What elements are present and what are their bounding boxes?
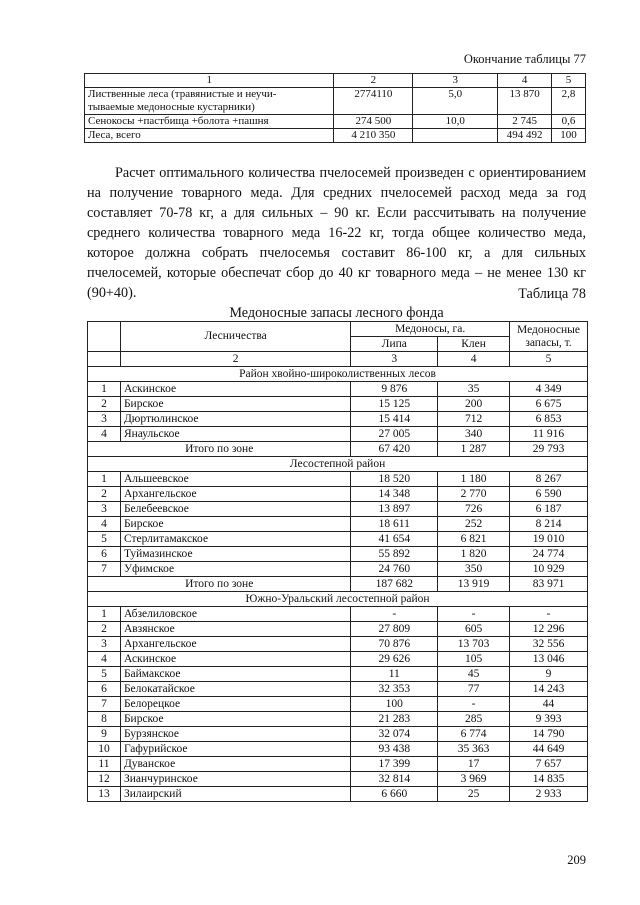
table-row [88, 487, 588, 502]
total-reserve: 83 971 [510, 577, 588, 592]
cell: 494 492 [498, 129, 552, 143]
header-cell: 1 [85, 74, 334, 88]
honey-reserve: 6 590 [510, 487, 588, 502]
table-row [88, 532, 588, 547]
table-row [88, 652, 588, 667]
table-78-body [88, 367, 588, 802]
cell: 4 210 350 [334, 129, 413, 143]
linden-area: 27 005 [351, 427, 438, 442]
cell: 100 [552, 129, 586, 143]
cell [413, 129, 498, 143]
table-78-title: Медоносные запасы лесного фонда [229, 305, 444, 321]
maple-area: 1 180 [438, 472, 510, 487]
linden-area: 11 [351, 667, 438, 682]
table-77-end [84, 73, 586, 143]
row-number: 7 [88, 697, 121, 712]
table-row [85, 115, 586, 129]
linden-area: 70 876 [351, 637, 438, 652]
honey-reserve: 12 296 [510, 622, 588, 637]
forestry-name: Авзянское [120, 622, 350, 637]
maple-area: 340 [438, 427, 510, 442]
header-forestries: Лесничества [120, 322, 350, 352]
table-row [88, 637, 588, 652]
honey-reserve: 14 835 [510, 772, 588, 787]
maple-area: 35 [438, 382, 510, 397]
header-linden: Липа [351, 337, 438, 352]
table-row [88, 727, 588, 742]
honey-reserve: 14 790 [510, 727, 588, 742]
maple-area: 2 770 [438, 487, 510, 502]
table-row [85, 88, 586, 115]
honey-reserve: 2 933 [510, 787, 588, 802]
forestry-name: Абзелиловское [120, 607, 350, 622]
linden-area: 9 876 [351, 382, 438, 397]
total-linden: 187 682 [351, 577, 438, 592]
header-cell: 3 [413, 74, 498, 88]
maple-area: - [438, 607, 510, 622]
forestry-name: Дуванское [120, 757, 350, 772]
maple-area: 712 [438, 412, 510, 427]
table-row [88, 562, 588, 577]
forestry-name: Янаульское [120, 427, 350, 442]
total-row [88, 442, 588, 457]
honey-reserve: 4 349 [510, 382, 588, 397]
table-78 [87, 321, 588, 802]
linden-area: 18 611 [351, 517, 438, 532]
maple-area: 13 703 [438, 637, 510, 652]
row-label: Лиственные леса (травянистые и неучи- тываемые медоносные кустарники) [85, 88, 334, 115]
linden-area: 21 283 [351, 712, 438, 727]
table-row [88, 697, 588, 712]
honey-reserve: 8 267 [510, 472, 588, 487]
forestry-name: Стерлитамакское [120, 532, 350, 547]
maple-area: 726 [438, 502, 510, 517]
row-number: 12 [88, 772, 121, 787]
cell: 2774110 [334, 88, 413, 115]
honey-reserve: 19 010 [510, 532, 588, 547]
maple-area: 77 [438, 682, 510, 697]
header-cell: 4 [438, 352, 510, 367]
linden-area: 6 660 [351, 787, 438, 802]
table-78-number: Таблица 78 [518, 286, 586, 302]
table-row [88, 607, 588, 622]
header-honey-plants: Медоносы, га. [351, 322, 510, 337]
total-label: Итого по зоне [88, 442, 351, 457]
table-row [88, 712, 588, 727]
row-number: 1 [88, 607, 121, 622]
header-cell: 3 [351, 352, 438, 367]
maple-area: - [438, 697, 510, 712]
page-number: 209 [567, 853, 586, 867]
zone-header-row [88, 592, 588, 607]
cell: 10,0 [413, 115, 498, 129]
forestry-name: Бурзянское [120, 727, 350, 742]
honey-reserve: 6 187 [510, 502, 588, 517]
maple-area: 3 969 [438, 772, 510, 787]
linden-area: - [351, 607, 438, 622]
table-row [88, 397, 588, 412]
table-row [88, 667, 588, 682]
zone-title: Район хвойно-широколиственных лесов [88, 367, 588, 382]
row-number: 4 [88, 427, 121, 442]
total-row [88, 577, 588, 592]
forestry-name: Гафурийское [120, 742, 350, 757]
header-cell: 2 [334, 74, 413, 88]
linden-area: 18 520 [351, 472, 438, 487]
table-row [88, 547, 588, 562]
header-cell: 4 [498, 74, 552, 88]
honey-reserve: 6 853 [510, 412, 588, 427]
table-row [88, 772, 588, 787]
header-cell [88, 352, 121, 367]
honey-reserve: 32 556 [510, 637, 588, 652]
maple-area: 35 363 [438, 742, 510, 757]
header-cell [88, 322, 121, 352]
table-77-continuation-caption: Окончание таблицы 77 [463, 52, 586, 66]
zone-header-row [88, 457, 588, 472]
honey-reserve: 10 929 [510, 562, 588, 577]
total-linden: 67 420 [351, 442, 438, 457]
forestry-name: Бирское [120, 712, 350, 727]
honey-reserve: 44 649 [510, 742, 588, 757]
zone-title: Лесостепной район [88, 457, 588, 472]
row-number: 10 [88, 742, 121, 757]
linden-area: 27 809 [351, 622, 438, 637]
table-row [88, 742, 588, 757]
maple-area: 200 [438, 397, 510, 412]
total-maple: 1 287 [438, 442, 510, 457]
table-row [88, 502, 588, 517]
maple-area: 45 [438, 667, 510, 682]
table-row [88, 427, 588, 442]
row-number: 1 [88, 382, 121, 397]
linden-area: 13 897 [351, 502, 438, 517]
row-number: 3 [88, 502, 121, 517]
honey-reserve: 6 675 [510, 397, 588, 412]
row-number: 3 [88, 637, 121, 652]
row-number: 4 [88, 652, 121, 667]
total-reserve: 29 793 [510, 442, 588, 457]
row-number: 6 [88, 547, 121, 562]
maple-area: 25 [438, 787, 510, 802]
forestry-name: Белокатайское [120, 682, 350, 697]
row-number: 3 [88, 412, 121, 427]
row-number: 9 [88, 727, 121, 742]
row-number: 2 [88, 487, 121, 502]
table-header-row [88, 352, 588, 367]
honey-reserve: 9 [510, 667, 588, 682]
linden-area: 55 892 [351, 547, 438, 562]
forestry-name: Бирское [120, 517, 350, 532]
row-label: Сенокосы +пастбища +болота +пашня [85, 115, 334, 129]
maple-area: 252 [438, 517, 510, 532]
row-number: 4 [88, 517, 121, 532]
row-number: 8 [88, 712, 121, 727]
forestry-name: Белорецкое [120, 697, 350, 712]
row-number: 2 [88, 397, 121, 412]
header-cell: 2 [120, 352, 350, 367]
forestry-name: Белебеевское [120, 502, 350, 517]
cell: 13 870 [498, 88, 552, 115]
honey-reserve: 13 046 [510, 652, 588, 667]
table-header-row [88, 322, 588, 337]
linden-area: 32 353 [351, 682, 438, 697]
cell: 5,0 [413, 88, 498, 115]
honey-reserve: 7 657 [510, 757, 588, 772]
zone-header-row [88, 367, 588, 382]
table-row [88, 382, 588, 397]
cell: 274 500 [334, 115, 413, 129]
forestry-name: Бирское [120, 397, 350, 412]
linden-area: 32 814 [351, 772, 438, 787]
honey-reserve: - [510, 607, 588, 622]
linden-area: 15 414 [351, 412, 438, 427]
paragraph-text: Расчет оптимального количества пчелосемей произведен с ориентированием на получение товарного меда. Для средних пчелосемей расход меда за год составляет 70-78 кг, а для сильных – 90 кг. Если рассчитывать на получение среднего количества товарного меда 16-22 кг, тогда общее количество меда, которое должна собрать пчелосемья составит 86-100 кг, а для сильных пчелосемей, которые обеспечат сбор до 40 кг товарного меда – не менее 130 кг (90+40). [87, 165, 586, 301]
table-row [88, 757, 588, 772]
header-cell: 5 [510, 352, 588, 367]
maple-area: 6 821 [438, 532, 510, 547]
cell: 2,8 [552, 88, 586, 115]
row-number: 1 [88, 472, 121, 487]
body-paragraph [87, 163, 586, 303]
table-row [88, 412, 588, 427]
table-header-row [85, 74, 586, 88]
total-label: Итого по зоне [88, 577, 351, 592]
row-number: 13 [88, 787, 121, 802]
row-number: 2 [88, 622, 121, 637]
forestry-name: Уфимское [120, 562, 350, 577]
maple-area: 105 [438, 652, 510, 667]
linden-area: 24 760 [351, 562, 438, 577]
table-row [88, 622, 588, 637]
maple-area: 17 [438, 757, 510, 772]
honey-reserve: 14 243 [510, 682, 588, 697]
forestry-name: Архангельское [120, 637, 350, 652]
table-row [85, 129, 586, 143]
row-number: 7 [88, 562, 121, 577]
maple-area: 1 820 [438, 547, 510, 562]
honey-reserve: 24 774 [510, 547, 588, 562]
header-cell: 5 [552, 74, 586, 88]
honey-reserve: 8 214 [510, 517, 588, 532]
maple-area: 6 774 [438, 727, 510, 742]
table-row [88, 517, 588, 532]
forestry-name: Аскинское [120, 382, 350, 397]
header-maple: Клен [438, 337, 510, 352]
linden-area: 32 074 [351, 727, 438, 742]
header-reserves: Медоносные запасы, т. [510, 322, 588, 352]
cell: 0,6 [552, 115, 586, 129]
row-label: Леса, всего [85, 129, 334, 143]
linden-area: 41 654 [351, 532, 438, 547]
table-row [88, 472, 588, 487]
maple-area: 350 [438, 562, 510, 577]
forestry-name: Аскинское [120, 652, 350, 667]
forestry-name: Архангельское [120, 487, 350, 502]
total-maple: 13 919 [438, 577, 510, 592]
row-number: 5 [88, 667, 121, 682]
linden-area: 14 348 [351, 487, 438, 502]
linden-area: 93 438 [351, 742, 438, 757]
linden-area: 29 626 [351, 652, 438, 667]
row-number: 11 [88, 757, 121, 772]
forestry-name: Зианчуринское [120, 772, 350, 787]
cell: 2 745 [498, 115, 552, 129]
forestry-name: Дюртюлинское [120, 412, 350, 427]
linden-area: 100 [351, 697, 438, 712]
linden-area: 15 125 [351, 397, 438, 412]
table-row [88, 787, 588, 802]
honey-reserve: 44 [510, 697, 588, 712]
forestry-name: Альшеевское [120, 472, 350, 487]
row-number: 5 [88, 532, 121, 547]
zone-title: Южно-Уральский лесостепной район [88, 592, 588, 607]
maple-area: 605 [438, 622, 510, 637]
row-number: 6 [88, 682, 121, 697]
forestry-name: Туймазинское [120, 547, 350, 562]
honey-reserve: 11 916 [510, 427, 588, 442]
maple-area: 285 [438, 712, 510, 727]
honey-reserve: 9 393 [510, 712, 588, 727]
table-row [88, 682, 588, 697]
forestry-name: Зилаирский [120, 787, 350, 802]
forestry-name: Баймакское [120, 667, 350, 682]
linden-area: 17 399 [351, 757, 438, 772]
